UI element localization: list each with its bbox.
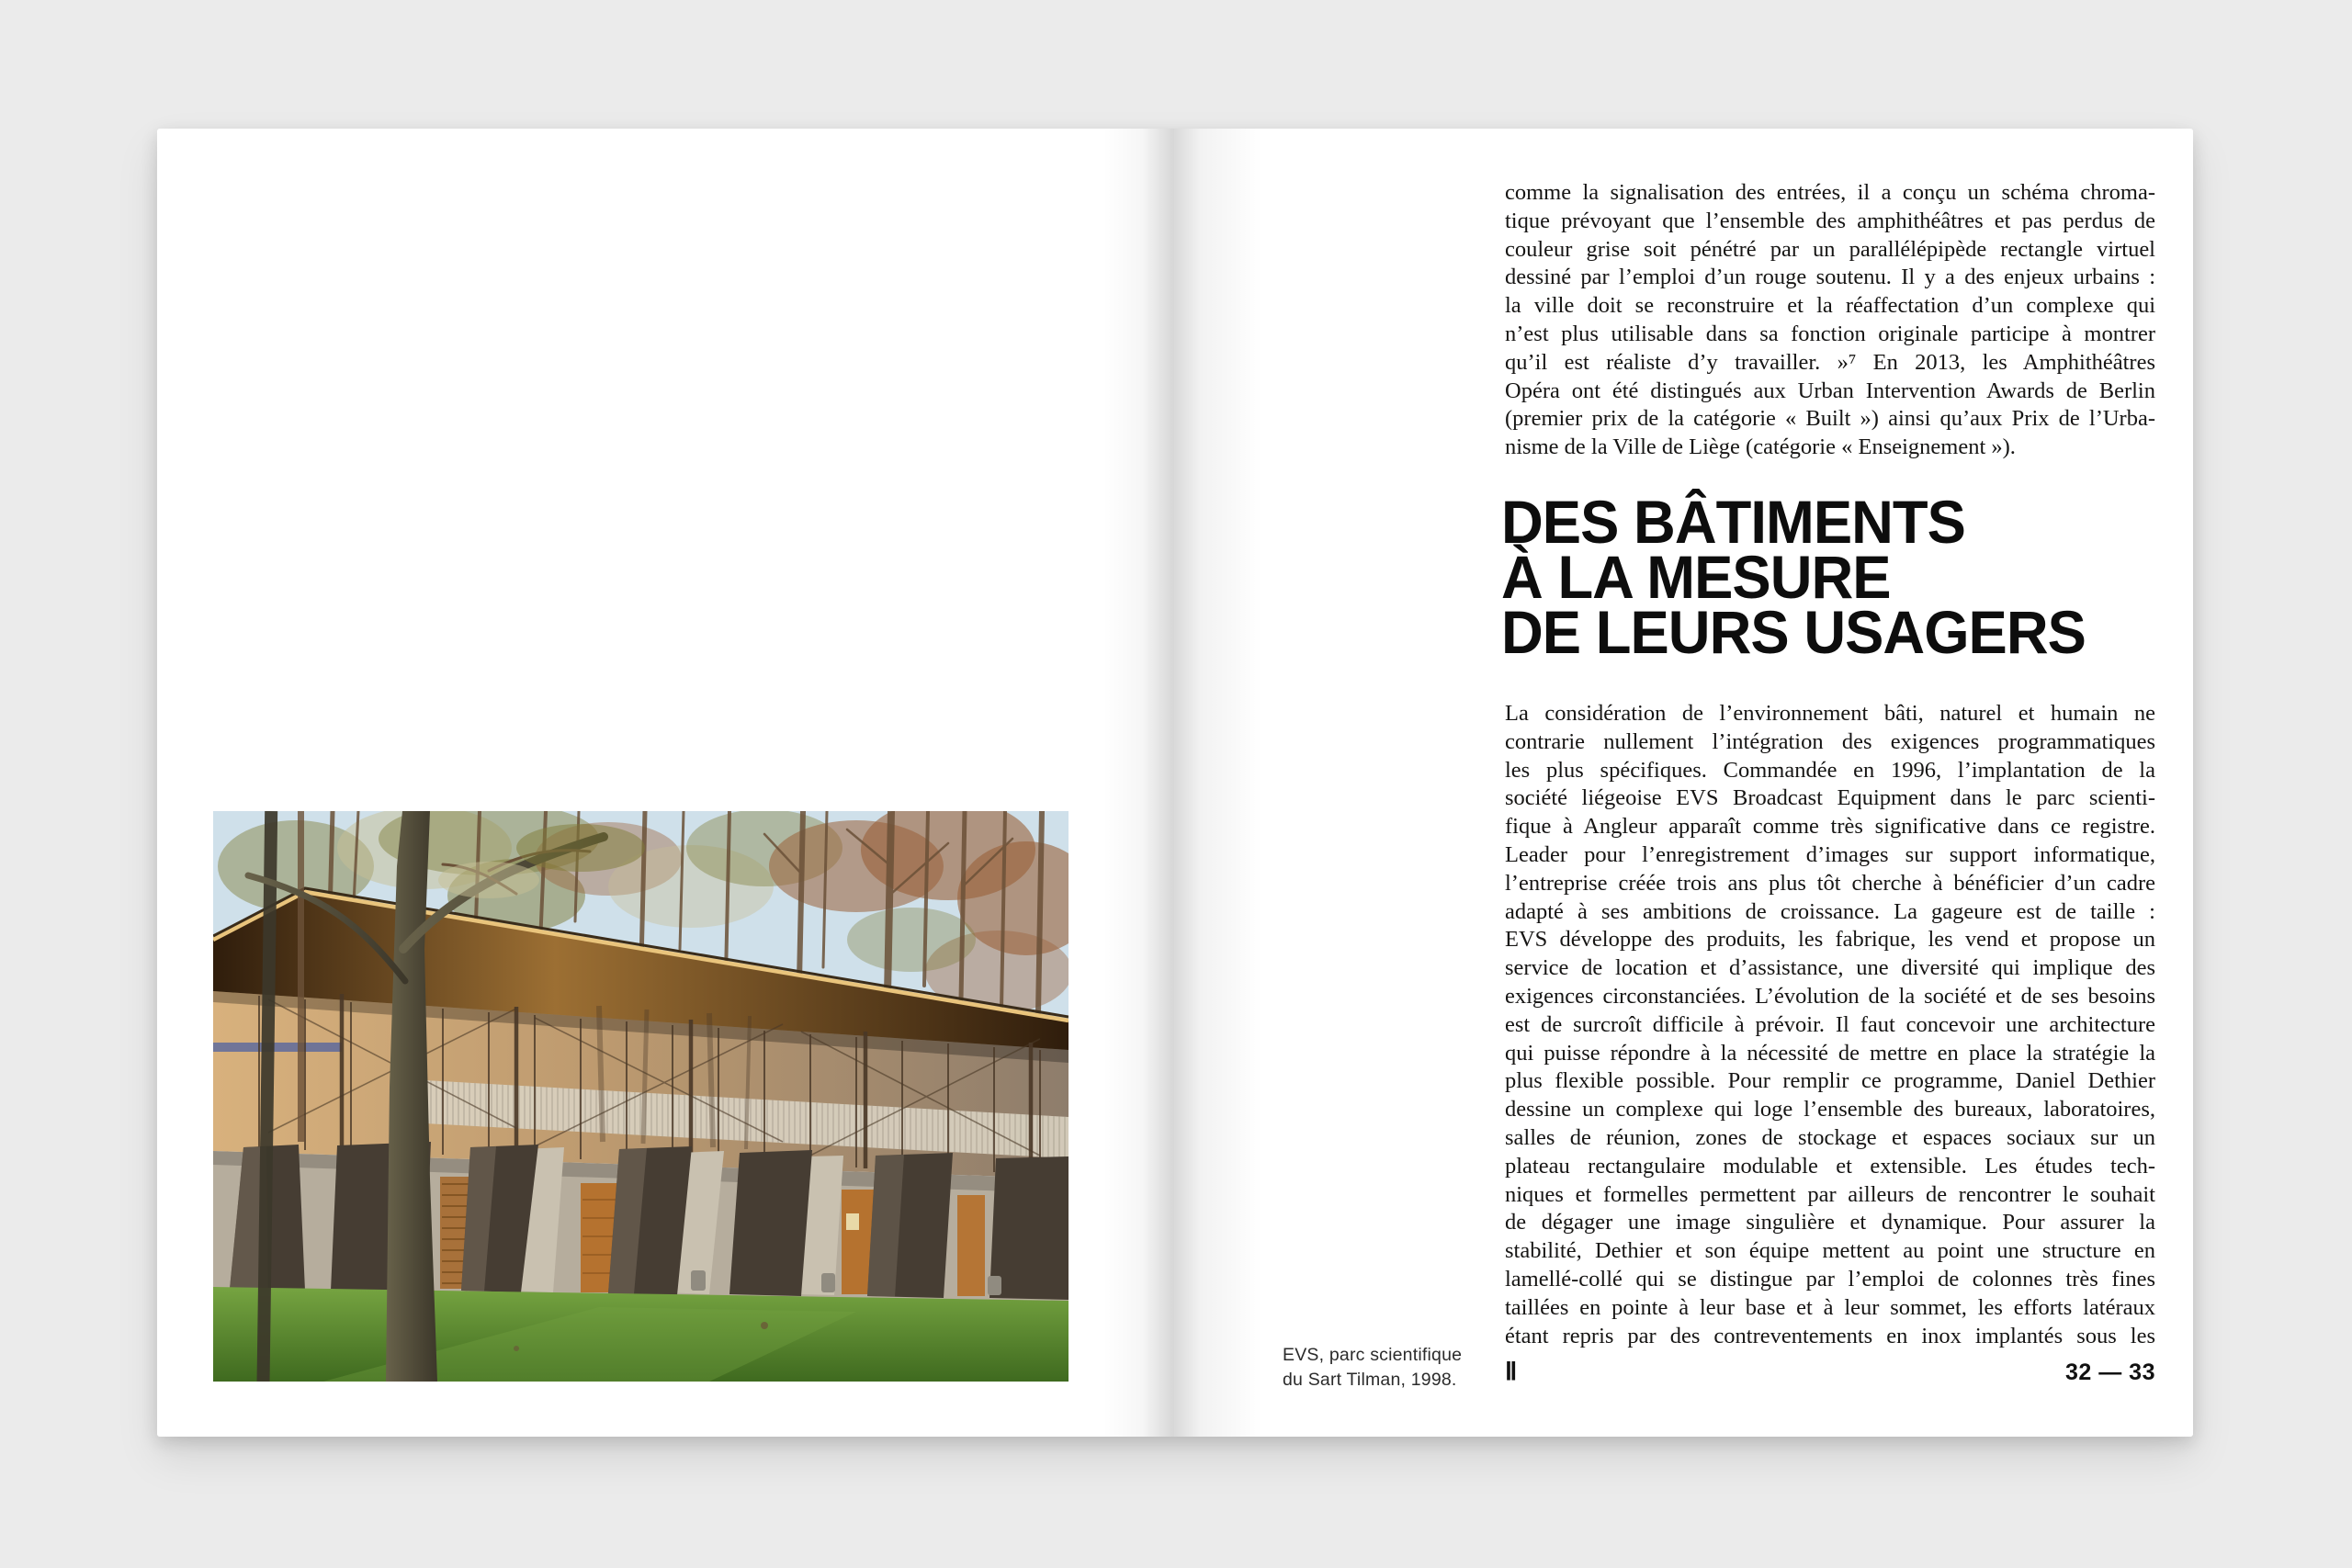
text-line: dessiné par l’emploi d’un rouge soutenu. Il y a des enjeux urbains : <box>1505 265 2155 290</box>
text-line: salles de réunion, zones de stockage et espaces sociaux sur un <box>1505 1124 2155 1150</box>
text-line: EVS développe des produits, les fabrique, les vend et propose un <box>1505 927 2155 953</box>
text-line: comme la signalisation des entrées, il a conçu un schéma chroma- <box>1505 180 2155 205</box>
text-line: Leader pour l’enregistrement d’images sur support informatique, <box>1505 841 2155 867</box>
text-line: est de surcroît difficile à prévoir. Il faut concevoir une architecture <box>1505 1011 2155 1037</box>
body-paragraph <box>1505 700 2155 1350</box>
photo-lawn <box>213 1287 1069 1382</box>
text-line: exigences circonstanciées. L’évolution de la société et de ses besoins <box>1505 983 2155 1009</box>
page-folio: 32 — 33 <box>2064 1359 2155 1385</box>
left-page <box>157 129 1174 1437</box>
text-line: nisme de la Ville de Liège (catégorie « Enseignement »). <box>1505 434 2016 460</box>
text-line: les plus spécifiques. Commandée en 1996, l’implantation de la <box>1505 757 2155 783</box>
text-line: adapté à ses ambitions de croissance. La gageure est de taille : <box>1505 898 2155 924</box>
chapter-numeral: Ⅱ <box>1505 1358 1519 1385</box>
text-line: taillées en pointe à leur base et à leur sommet, les efforts latéraux <box>1505 1294 2155 1320</box>
page-spread <box>157 129 2193 1437</box>
text-line: dessine un complexe qui loge l’ensemble des bureaux, laboratoires, <box>1505 1097 2155 1122</box>
text-line: stabilité, Dethier et son équipe mettent au point une structure en <box>1505 1238 2155 1264</box>
text-line: Opéra ont été distingués aux Urban Intervention Awards de Berlin <box>1505 378 2155 403</box>
text-line: tique prévoyant que l’ensemble des amphithéâtres et pas perdus de <box>1505 208 2155 233</box>
text-line: qu’il est réaliste d’y travailler. »⁷ En 2013, les Amphithéâtres <box>1505 349 2155 375</box>
text-line: de dégager une image singulière et dynamique. Pour assurer la <box>1505 1210 2155 1235</box>
text-line: couleur grise soit pénétré par un parallélépipède rectangle virtuel <box>1505 236 2155 262</box>
intro-paragraph <box>1505 179 2155 462</box>
text-line: plus flexible possible. Pour remplir ce programme, Daniel Dethier <box>1505 1068 2155 1094</box>
text-line: la ville doit se reconstruire et la réaffectation d’un complexe qui <box>1505 293 2155 319</box>
right-page <box>1174 129 2193 1437</box>
text-line: contrarie nullement l’intégration des exigences programmatiques <box>1505 728 2155 754</box>
text-line: lamellé-collé qui se distingue par l’emploi de colonnes très fines <box>1505 1266 2155 1292</box>
section-heading <box>1501 488 2109 666</box>
text-line: étant repris par des contreventements en inox implantés sous les <box>1505 1323 2155 1348</box>
text-line: À LA MESURE <box>1501 543 1891 611</box>
text-line: plateau rectangulaire modulable et extensible. Les études tech- <box>1505 1153 2155 1179</box>
text-line: service de location et d’assistance, une diversité qui implique des <box>1505 955 2155 981</box>
text-line: l’entreprise créée trois ans plus tôt cherche à bénéficier d’un cadre <box>1505 870 2155 896</box>
photo-caption <box>1283 1343 1462 1392</box>
text-line: DES BÂTIMENTS <box>1501 488 1965 556</box>
photo-base-stones <box>213 1142 1069 1303</box>
text-line: EVS, parc scientifique <box>1283 1345 1463 1365</box>
text-line: (premier prix de la catégorie « Built ») ainsi qu’aux Prix de l’Urba- <box>1505 406 2155 432</box>
text-line: La considération de l’environnement bâti, naturel et humain ne <box>1505 701 2155 726</box>
text-line: n’est plus utilisable dans sa fonction originale participe à montrer <box>1505 321 2155 346</box>
text-line: société liégeoise EVS Broadcast Equipment dans le parc scienti- <box>1505 785 2155 811</box>
text-line: du Sart Tilman, 1998. <box>1283 1369 1457 1390</box>
architecture-photo <box>213 811 1069 1382</box>
text-line: niques et formelles permettent par ailleurs de rencontrer le souhait <box>1505 1181 2155 1207</box>
text-line: qui puisse répondre à la nécessité de mettre en place la stratégie la <box>1505 1040 2155 1066</box>
text-line: DE LEURS USAGERS <box>1501 598 2086 666</box>
architecture-photo-svg <box>213 811 1069 1382</box>
text-line: fique à Angleur apparaît comme très significative dans ce registre. <box>1505 814 2155 840</box>
